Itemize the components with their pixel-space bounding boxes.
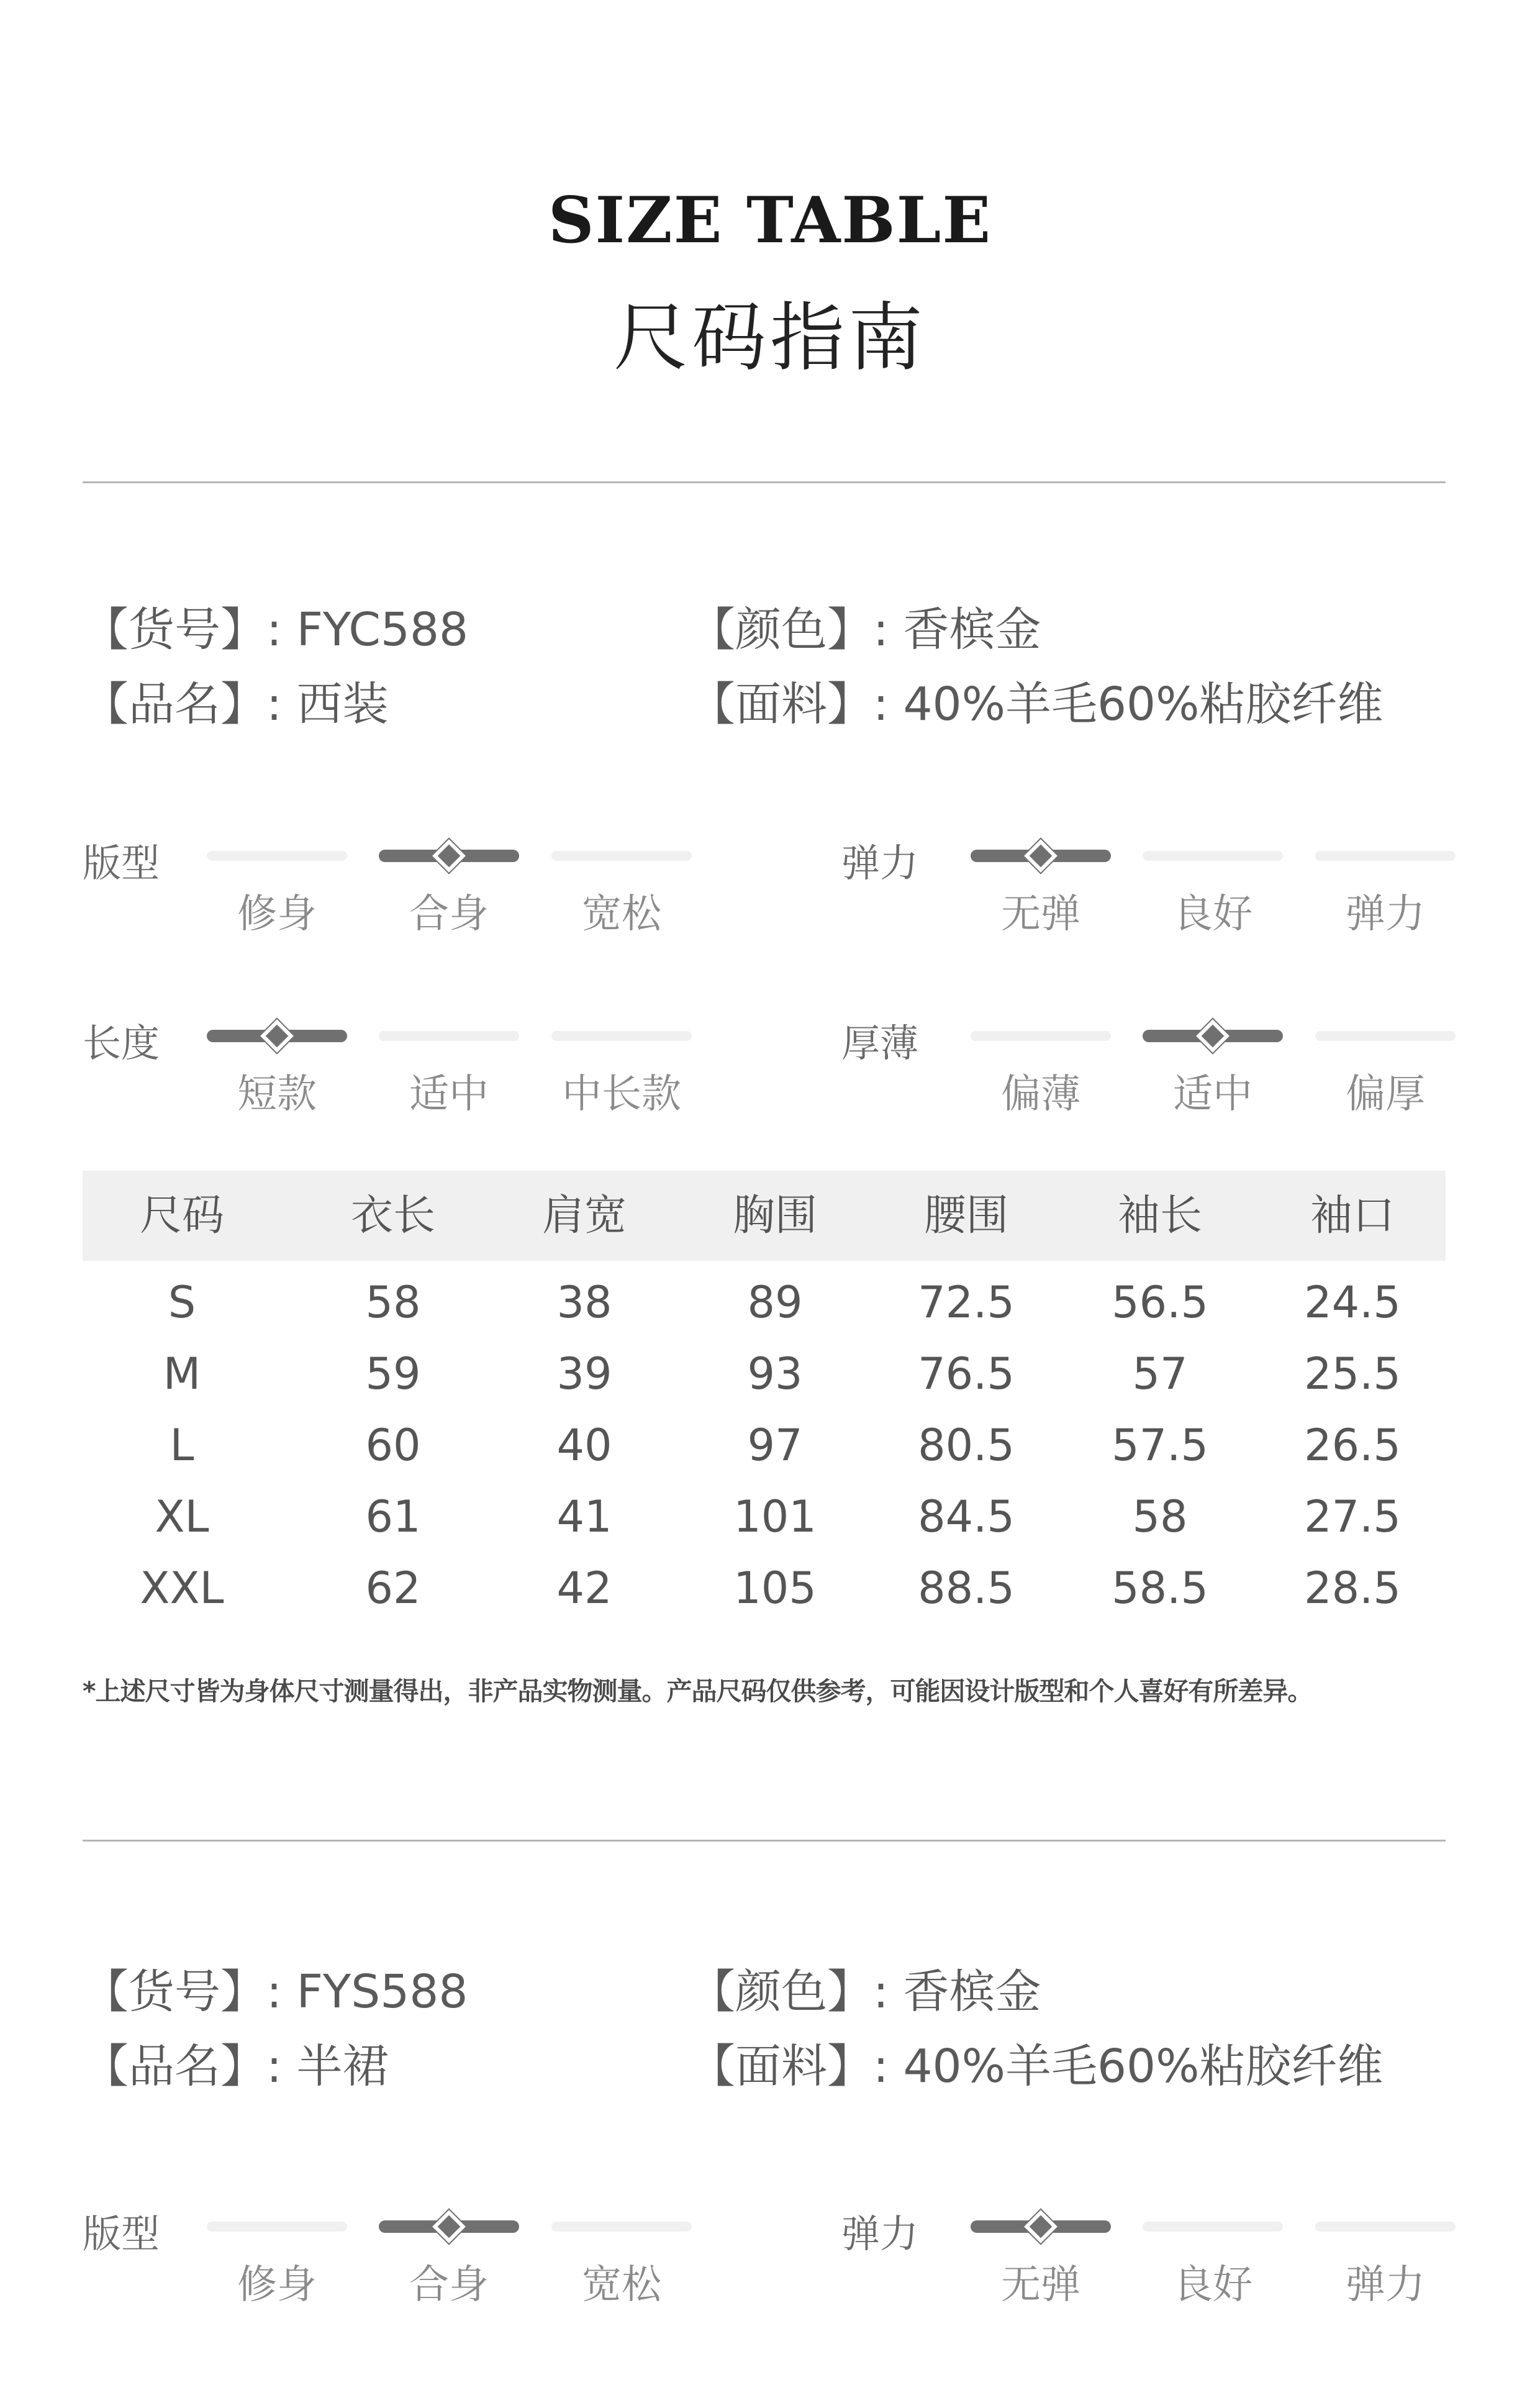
table-cell: 41 [556,1491,612,1542]
scale-track [1143,2222,1283,2232]
divider [83,481,1446,483]
table-cell: 59 [365,1348,421,1399]
table-cell: 62 [365,1563,421,1614]
sku-label: 【货号】: [83,603,297,656]
table-cell: XXL [140,1563,224,1614]
color-label: 【颜色】: [689,1965,904,2019]
product1-color [689,593,1041,659]
table-cell: 25.5 [1304,1348,1401,1399]
scale-track-selected [971,2220,1111,2233]
table-cell: 101 [733,1491,817,1542]
scale-option-label: 适中 [1173,1071,1252,1117]
scale-track-selected [379,2220,519,2233]
table-cell: 58.5 [1112,1563,1208,1614]
table-cell: 57.5 [1112,1420,1208,1471]
table-cell: 58 [1132,1491,1188,1542]
scale-option-label: 无弹 [1001,2262,1080,2308]
table-cell: L [170,1420,194,1471]
table-cell: M [163,1348,201,1399]
scale-option-label: 修身 [237,891,317,937]
scale-option-label: 弹力 [1346,891,1425,937]
scale-track [551,2222,692,2232]
table-body [83,1261,1446,1624]
table-header-cell: 尺码 [139,1191,224,1240]
product1-fabric [689,668,1383,734]
table-cell: 72.5 [918,1277,1015,1328]
table-cell: 97 [747,1420,803,1471]
scale-track [1315,851,1456,861]
table-header-cell: 腰围 [923,1191,1008,1240]
product2-fabric [689,2030,1383,2096]
table-header-cell: 胸围 [732,1191,817,1240]
sku-value: FYS588 [296,1965,468,2019]
table-cell: 89 [747,1277,803,1328]
table-header-cell: 袖口 [1310,1191,1395,1240]
scale-option-label: 中长款 [562,1071,681,1117]
scale-track [379,1031,519,1041]
table-cell: 105 [733,1563,817,1614]
table-cell: 24.5 [1304,1277,1401,1328]
name-label: 【品名】: [83,678,297,731]
selected-marker-icon [1024,2210,1058,2243]
table-cell: 38 [556,1277,612,1328]
size-note: *上述尺寸皆为身体尺寸测量得出，非产品实物测量。产品尺码仅供参考，可能因设计版型和个人喜好有所差异。 [83,1676,1313,1706]
fabric-value: 40%羊毛60%粘胶纤维 [903,2040,1384,2093]
scale-option-label: 宽松 [582,891,661,937]
table-row [83,1481,1446,1553]
scale-option-label: 偏厚 [1346,1071,1425,1117]
selected-marker-icon [1024,839,1058,873]
scale-track [1143,851,1283,861]
table-header-cell: 肩宽 [541,1191,627,1240]
attribute-label: 弹力 [841,2211,919,2256]
table-cell: 88.5 [918,1563,1015,1614]
scale-track [551,851,692,861]
scale-option-label: 短款 [237,1071,317,1117]
table-cell: 56.5 [1112,1277,1208,1328]
fabric-value: 40%羊毛60%粘胶纤维 [903,678,1384,731]
table-cell: 84.5 [918,1491,1015,1542]
selected-marker-icon [432,839,466,873]
scale-option-label: 偏薄 [1001,1071,1080,1117]
table-header-cell: 衣长 [350,1191,435,1240]
attribute-label: 版型 [83,840,160,886]
attribute-label: 版型 [83,2211,160,2256]
scale-track-selected [1143,1030,1283,1042]
table-cell: S [168,1277,196,1328]
scale-track [551,1031,692,1041]
scale-track-selected [971,850,1111,862]
table-cell: 40 [556,1420,612,1471]
sku-value: FYC588 [296,603,469,656]
product2-color [689,1955,1041,2021]
fabric-label: 【面料】: [689,2040,904,2093]
table-cell: 39 [556,1348,612,1399]
table-row [83,1410,1446,1481]
size-table [83,1171,1446,1624]
table-row [83,1553,1446,1624]
table-cell: 57 [1132,1348,1188,1399]
table-cell: 58 [365,1277,421,1328]
name-value: 西装 [296,678,389,731]
table-cell: 42 [556,1563,612,1614]
scale-track [971,1031,1111,1041]
scale-track [1315,1031,1456,1041]
table-cell: 80.5 [918,1420,1015,1471]
scale-track [207,2222,347,2232]
scale-track-selected [207,1030,347,1042]
selected-marker-icon [1196,1019,1230,1053]
product2-sku [83,1955,468,2021]
table-row [83,1267,1446,1338]
scale-option-label: 适中 [409,1071,489,1117]
divider [83,1840,1446,1842]
product1-sku [83,593,468,659]
table-cell: XL [155,1491,209,1542]
attribute-label: 厚薄 [841,1020,919,1066]
title-chinese: 尺码指南 [614,295,926,381]
selected-marker-icon [260,1019,294,1053]
scale-option-label: 良好 [1173,891,1252,937]
selected-marker-icon [432,2210,466,2243]
table-header-cell: 袖长 [1117,1191,1202,1240]
name-label: 【品名】: [83,2040,297,2093]
name-value: 半裙 [296,2040,389,2093]
table-cell: 76.5 [918,1348,1015,1399]
scale-option-label: 宽松 [582,2262,661,2308]
table-cell: 26.5 [1304,1420,1401,1471]
title-english: SIZE TABLE [548,183,992,258]
sku-label: 【货号】: [83,1965,297,2019]
table-cell: 27.5 [1304,1491,1401,1542]
scale-option-label: 合身 [409,2262,489,2308]
table-cell: 93 [747,1348,803,1399]
scale-option-label: 修身 [237,2262,317,2308]
color-value: 香槟金 [903,1965,1041,2019]
fabric-label: 【面料】: [689,678,904,731]
scale-option-label: 良好 [1173,2262,1252,2308]
product2-name [83,2030,388,2096]
color-value: 香槟金 [903,603,1041,656]
table-header [83,1171,1446,1261]
scale-option-label: 合身 [409,891,489,937]
table-cell: 28.5 [1304,1563,1401,1614]
table-cell: 60 [365,1420,421,1471]
color-label: 【颜色】: [689,603,904,656]
table-row [83,1338,1446,1410]
product1-name [83,668,388,734]
scale-option-label: 无弹 [1001,891,1080,937]
scale-track [207,851,347,861]
attribute-label: 弹力 [841,840,919,886]
scale-option-label: 弹力 [1346,2262,1425,2308]
attribute-label: 长度 [83,1020,160,1066]
scale-track-selected [379,850,519,862]
table-cell: 61 [365,1491,421,1542]
scale-track [1315,2222,1456,2232]
